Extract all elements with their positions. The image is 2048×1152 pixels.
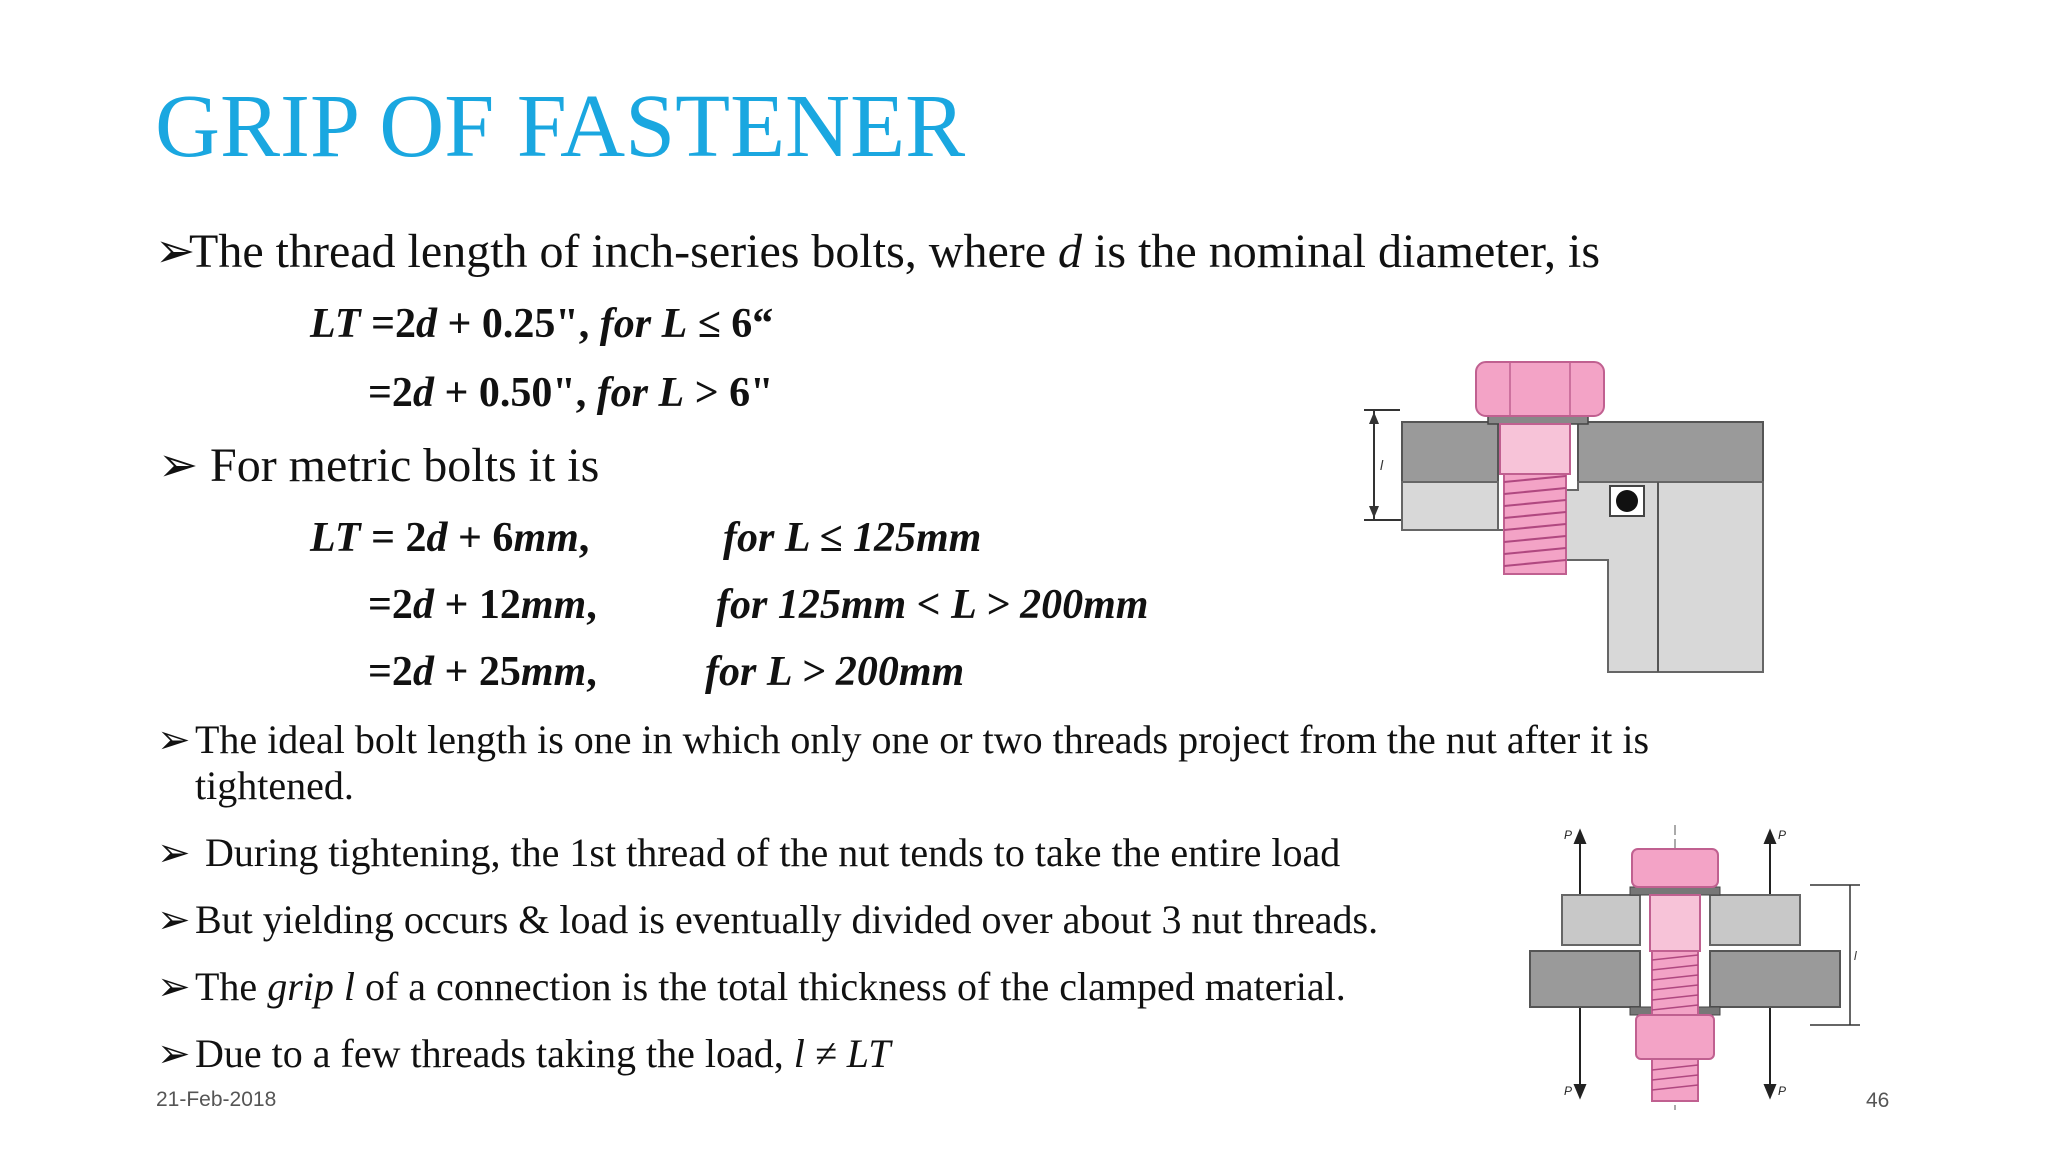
- formula-metric-2: =2d + 12mm,: [368, 582, 597, 628]
- bullet-arrow-icon: ➢: [157, 1031, 191, 1076]
- formula-metric-3: =2d + 25mm,: [368, 649, 597, 695]
- bullet-arrow-icon: ➢: [158, 439, 199, 492]
- formula-metric-1: LT = 2d + 6mm,: [310, 515, 590, 561]
- svg-text:l: l: [1380, 457, 1384, 473]
- bullet-tightening: ➢ During tightening, the 1st thread of the nut tends to take the entire load: [157, 830, 1341, 875]
- svg-text:l: l: [1854, 949, 1857, 963]
- cap-screw-figure: [1360, 350, 1780, 680]
- bullet-yielding: ➢ But yielding occurs & load is eventually divided over about 3 nut threads.: [157, 897, 1379, 942]
- formula-inch-2: =2d + 0.50", for L > 6": [368, 370, 774, 416]
- bolt-nut-figure: [1520, 825, 1870, 1110]
- svg-text:P: P: [1778, 828, 1787, 842]
- bullet-arrow-icon: ➢: [155, 225, 196, 278]
- bullet-grip: ➢ The grip l of a connection is the total thickness of the clamped material.: [157, 964, 1346, 1009]
- svg-text:P: P: [1564, 828, 1573, 842]
- bullet-few-threads: ➢ Due to a few threads taking the load, l ≠ LT: [157, 1031, 891, 1076]
- bullet-ideal-length: ➢ The ideal bolt length is one in which only one or two threads project from the nut after it is: [157, 717, 1650, 762]
- svg-text:P: P: [1564, 1084, 1573, 1098]
- bullet-arrow-icon: ➢: [157, 964, 191, 1009]
- condition-metric-1: for L ≤ 125mm: [723, 515, 982, 561]
- bullet-metric: ➢ For metric bolts it is: [158, 439, 600, 492]
- svg-text:P: P: [1778, 1084, 1787, 1098]
- bullet-arrow-icon: ➢: [157, 717, 191, 762]
- formula-inch-1: LT =2d + 0.25", for L ≤ 6“: [310, 301, 774, 347]
- bullet-inch-thread-length: ➢The thread length of inch-series bolts, where d is the nominal diameter, is: [155, 225, 1601, 278]
- slide-title: GRIP OF FASTENER: [155, 77, 966, 176]
- condition-metric-2: for 125mm < L > 200mm: [716, 582, 1149, 628]
- bullet-arrow-icon: ➢: [157, 897, 191, 942]
- bullet-ideal-length-cont: tightened.: [195, 763, 354, 808]
- bullet-arrow-icon: ➢: [157, 830, 191, 875]
- slide-date: 21-Feb-2018: [156, 1088, 277, 1111]
- condition-metric-3: for L > 200mm: [705, 649, 965, 695]
- page-number: 46: [1866, 1089, 1890, 1112]
